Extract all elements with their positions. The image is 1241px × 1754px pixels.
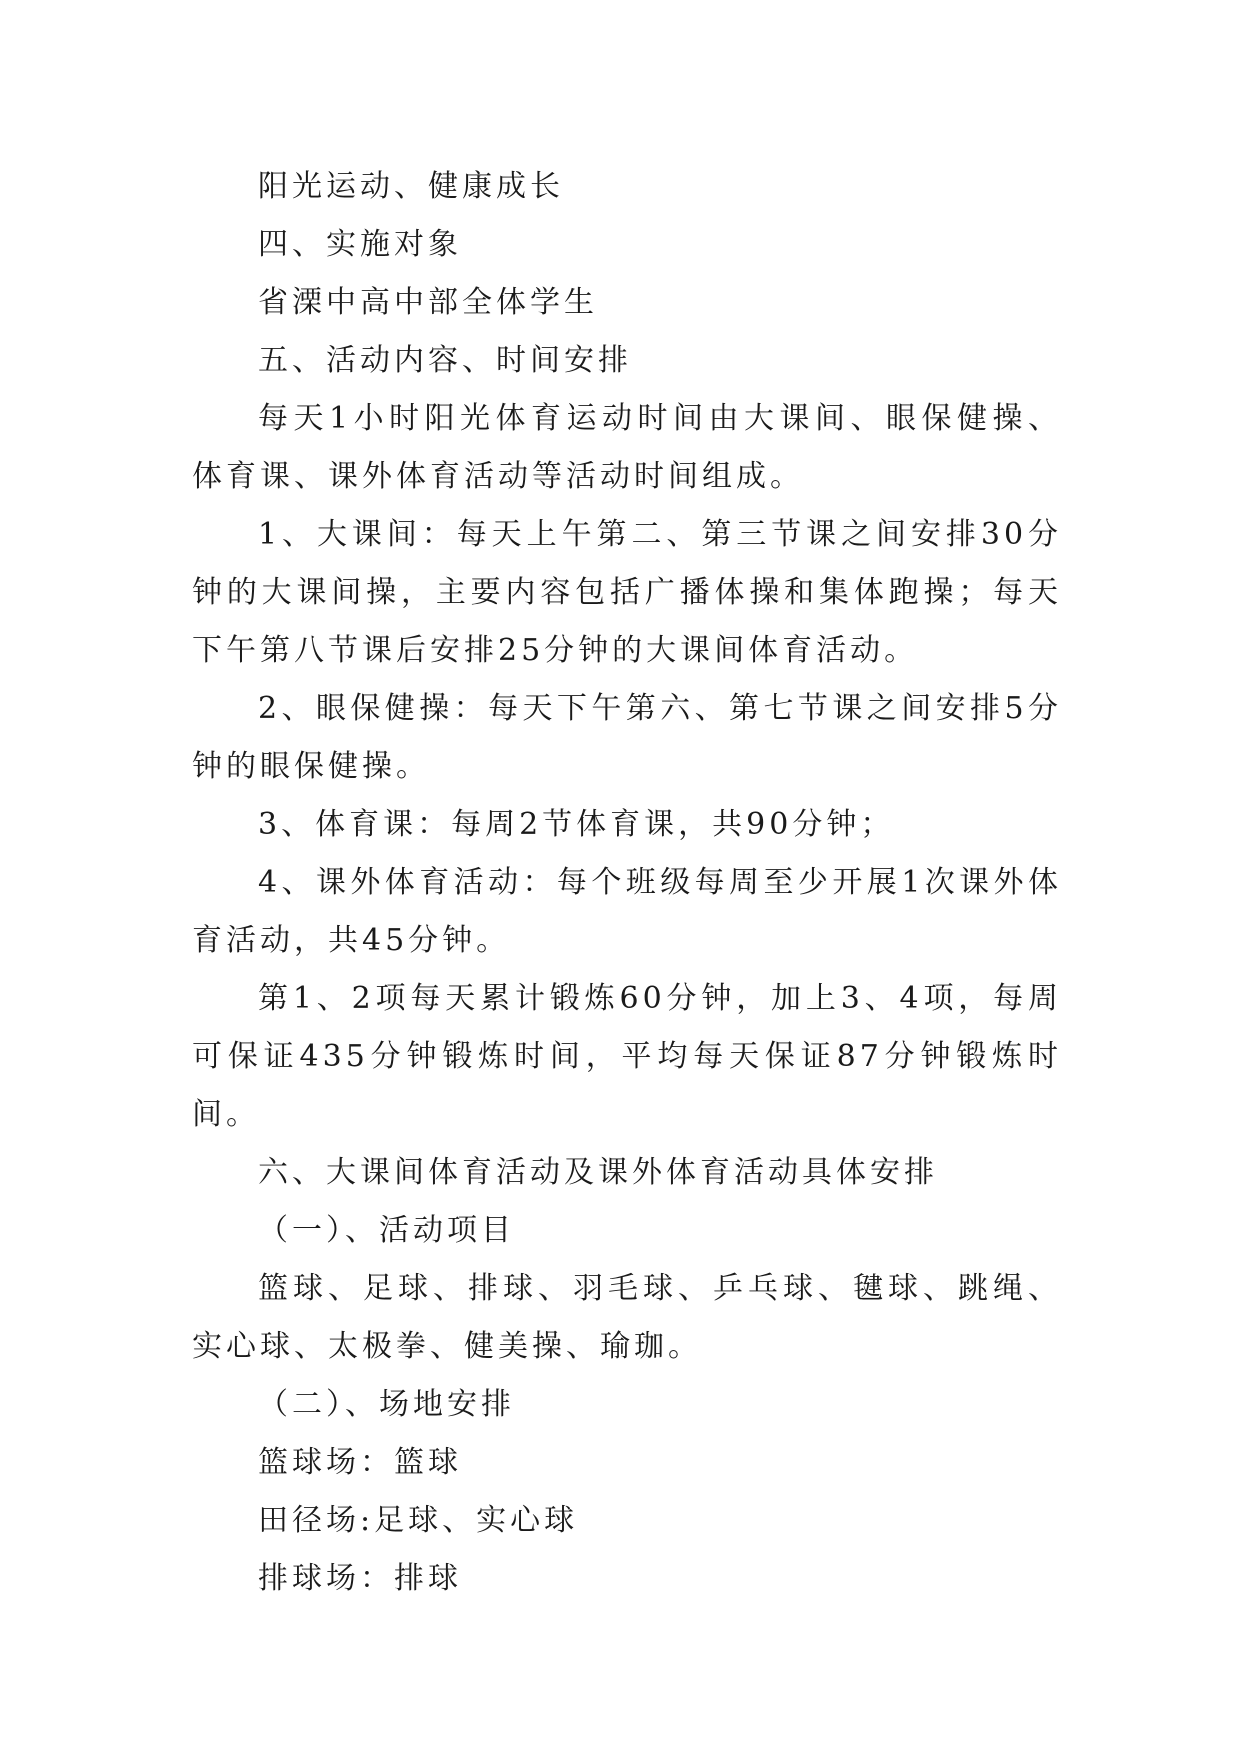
paragraph-eye-exercise: 2、眼保健操：每天下午第六、第七节课之间安排5分钟的眼保健操。 (192, 691, 1062, 784)
paragraph-basketball-court: 篮球场：篮球 (258, 1445, 462, 1480)
paragraph-daily-hour: 每天1小时阳光体育运动时间由大课间、眼保健操、体育课、课外体育活动等活动时间组成。 (192, 401, 1062, 494)
paragraph-target-group: 省溧中高中部全体学生 (258, 285, 598, 320)
heading-activity-schedule: 五、活动内容、时间安排 (258, 343, 632, 378)
heading-specific-arrangement: 六、大课间体育活动及课外体育活动具体安排 (258, 1155, 938, 1190)
paragraph-volleyball-court: 排球场：排球 (258, 1561, 462, 1596)
paragraph-track-field: 田径场:足球、实心球 (258, 1503, 579, 1538)
paragraph-big-break: 1、大课间：每天上午第二、第三节课之间安排30分钟的大课间操，主要内容包括广播体操和集体跑操；每天下午第八节课后安排25分钟的大课间体育活动。 (192, 517, 1062, 668)
paragraph-pe-class: 3、体育课：每周2节体育课，共90分钟； (258, 807, 895, 842)
subheading-activity-items: （一）、活动项目 (258, 1213, 515, 1248)
document-body (192, 158, 1062, 1608)
paragraph-extracurricular: 4、课外体育活动：每个班级每周至少开展1次课外体育活动，共45分钟。 (192, 865, 1062, 958)
heading-target-group: 四、实施对象 (258, 227, 462, 262)
paragraph-total-time: 第1、2项每天累计锻炼60分钟，加上3、4项，每周可保证435分钟锻炼时间，平均每天保证87分钟锻炼时间。 (192, 981, 1062, 1132)
paragraph-activity-items: 篮球、足球、排球、羽毛球、乒乓球、毽球、跳绳、实心球、太极拳、健美操、瑜珈。 (192, 1271, 1062, 1364)
subheading-venue-arrangement: （二）、场地安排 (258, 1387, 515, 1422)
paragraph-slogan: 阳光运动、健康成长 (258, 169, 564, 204)
